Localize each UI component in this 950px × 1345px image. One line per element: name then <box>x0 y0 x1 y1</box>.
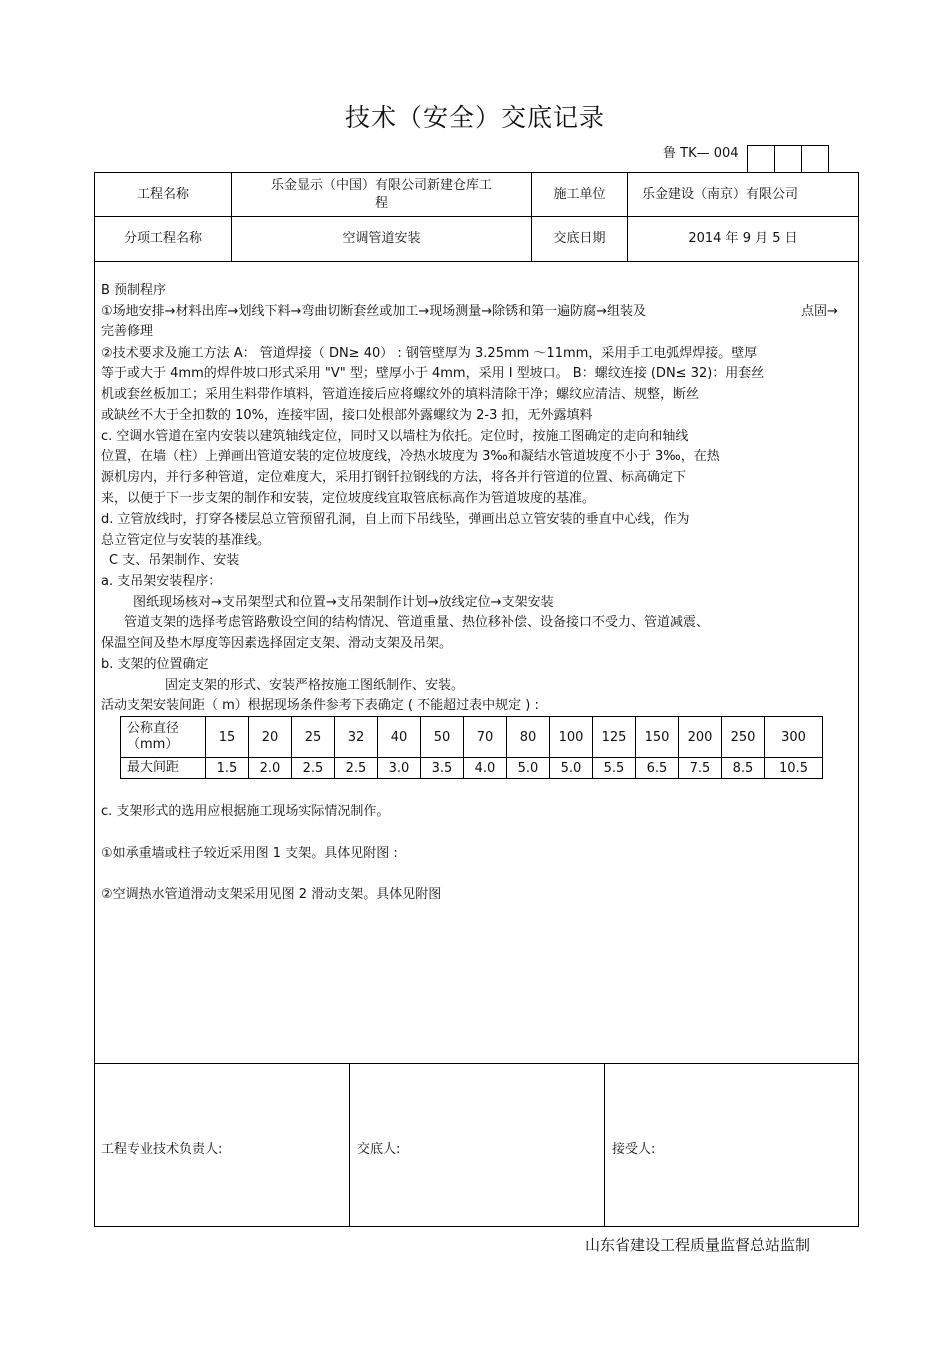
text-line: ②空调热水管道滑动支架采用见图 2 滑动支架。具体见附图 <box>101 887 442 902</box>
spacing-cell: 4.0 <box>464 758 507 779</box>
text-line: ①场地安排→材料出库→划线下料→弯曲切断套丝或加工→现场测量→除锈和第一遍防腐→组装及 <box>101 304 647 319</box>
spacing-cell: 3.5 <box>421 758 464 779</box>
diameter-header-line2: （mm） <box>127 737 179 752</box>
spacing-cell: 10.5 <box>765 758 823 779</box>
sub-project: 空调管道安装 <box>342 231 421 246</box>
text-line: 机或套丝板加工；采用生料带作填料，管道连接后应将螺纹外的填料清除干净；螺纹应清洁、规整，断丝 <box>101 387 700 402</box>
text-line: ②技术要求及施工方法 A： 管道焊接（ DN≥ 40） : 钢管壁厚为 3.25mm ～11mm，采用手工电弧焊焊接。壁厚 <box>101 346 758 361</box>
diameter-header-line1: 公称直径 <box>127 721 180 736</box>
project-name-line1: 乐金显示（中国）有限公司新建仓库工 <box>270 177 492 193</box>
divider <box>604 1063 605 1227</box>
diameter-cell: 250 <box>722 717 765 758</box>
text-line: B 预制程序 <box>101 283 167 298</box>
diameter-cell: 125 <box>593 717 636 758</box>
diameter-header <box>121 717 206 758</box>
spacing-cell: 5.0 <box>550 758 593 779</box>
record-code: 鲁 TK— 004 <box>663 146 739 161</box>
text-line: 位置，在墙（柱）上弹画出管道安装的定位坡度线，冷热水坡度为 3‰和凝结水管道坡度不小于 3‰，在热 <box>101 449 720 464</box>
diameter-cell: 80 <box>507 717 550 758</box>
project-name-label: 工程名称 <box>136 186 189 202</box>
footer-issuer: 山东省建设工程质量监督总站监制 <box>585 1236 811 1254</box>
text-line: 活动支架安装间距（ m）根据现场条件参考下表确定 ( 不能超过表中规定 ) : <box>101 698 539 713</box>
project-name-line2: 程 <box>374 195 388 211</box>
text-line: 图纸现场核对→支吊架型式和位置→支吊架制作计划→放线定位→支架安装 <box>133 595 554 610</box>
support-spacing-table <box>120 716 823 779</box>
spacing-cell: 7.5 <box>679 758 722 779</box>
diameter-cell: 70 <box>464 717 507 758</box>
date: 2014 年 9 月 5 日 <box>688 231 798 246</box>
text-line: 固定支架的形式、安装严格按施工图纸制作、安装。 <box>165 678 465 693</box>
diameter-cell: 100 <box>550 717 593 758</box>
table-row <box>121 758 823 779</box>
contractor-label: 施工单位 <box>553 186 606 202</box>
spacing-cell: 3.0 <box>378 758 421 779</box>
discloser-signature-label: 交底人: <box>357 1142 401 1157</box>
text-line: 或缺丝不大于全扣数的 10%，连接牢固，接口处根部外露螺纹为 2-3 扣，无外露填料 <box>101 408 593 423</box>
record-code-boxes <box>748 145 829 173</box>
text-line: 点固→ <box>801 304 838 319</box>
spacing-header: 最大间距 <box>121 758 206 779</box>
diameter-cell: 15 <box>206 717 249 758</box>
text-line: c. 支架形式的选用应根据施工现场实际情况制作。 <box>101 804 390 819</box>
spacing-cell: 8.5 <box>722 758 765 779</box>
text-line: b. 支架的位置确定 <box>101 657 209 672</box>
contractor: 乐金建设（南京）有限公司 <box>641 186 798 202</box>
text-line: c. 空调水管道在室内安装以建筑轴线定位，同时又以墙柱为依托。定位时，按施工图确定的走向和轴线 <box>101 429 689 444</box>
text-line: a. 支吊架安装程序： <box>101 574 222 589</box>
spacing-cell: 2.0 <box>249 758 292 779</box>
receiver-signature-label: 接受人: <box>612 1142 656 1157</box>
diameter-cell: 40 <box>378 717 421 758</box>
spacing-cell: 5.5 <box>593 758 636 779</box>
diameter-cell: 50 <box>421 717 464 758</box>
text-line: 总立管定位与安装的基准线。 <box>101 533 271 548</box>
diameter-cell: 200 <box>679 717 722 758</box>
project-name <box>232 173 531 216</box>
table-row <box>121 717 823 758</box>
diameter-cell: 25 <box>292 717 335 758</box>
code-box <box>747 145 775 173</box>
spacing-cell: 6.5 <box>636 758 679 779</box>
spacing-cell: 2.5 <box>335 758 378 779</box>
diameter-cell: 150 <box>636 717 679 758</box>
date-label: 交底日期 <box>553 231 606 246</box>
text-line: d. 立管放线时，打穿各楼层总立管预留孔洞，自上而下吊线坠，弹画出总立管安装的垂直中心线，作为 <box>101 512 690 527</box>
code-box <box>801 145 829 173</box>
tech-lead-signature-label: 工程专业技术负责人: <box>101 1142 223 1157</box>
text-line: 来，以便于下一步支架的制作和安装，定位坡度线宜取管底标高作为管道坡度的基准。 <box>101 491 596 506</box>
page-title: 技术（安全）交底记录 <box>344 103 605 132</box>
text-line: C 支、吊架制作、安装 <box>109 553 240 568</box>
spacing-cell: 1.5 <box>206 758 249 779</box>
divider <box>95 261 858 262</box>
diameter-cell: 300 <box>765 717 823 758</box>
text-line: 等于或大于 4mm的焊件坡口形式采用 "V" 型；壁厚小于 4mm，采用 I 型坡口。 B：螺纹连接 (DN≤ 32)：用套丝 <box>101 366 765 381</box>
diameter-cell: 32 <box>335 717 378 758</box>
divider <box>95 1063 858 1064</box>
code-box <box>774 145 802 173</box>
diameter-cell: 20 <box>249 717 292 758</box>
spacing-cell: 5.0 <box>507 758 550 779</box>
text-line: 完善修理 <box>101 324 154 339</box>
spacing-cell: 2.5 <box>292 758 335 779</box>
divider <box>349 1063 350 1227</box>
text-line: 管道支架的选择考虑管路敷设空间的结构情况、管道重量、热位移补偿、设备接口不受力、管道减震、 <box>124 615 710 630</box>
text-line: 源机房内，并行多种管道，定位难度大，采用打钢钎拉钢线的方法，将各并行管道的位置、标高确定下 <box>101 470 687 485</box>
text-line: ①如承重墙或柱子较近采用图 1 支架。具体见附图 : <box>101 846 398 861</box>
text-line: 保温空间及垫木厚度等因素选择固定支架、滑动支架及吊架。 <box>101 636 453 651</box>
sub-project-label: 分项工程名称 <box>123 231 202 246</box>
